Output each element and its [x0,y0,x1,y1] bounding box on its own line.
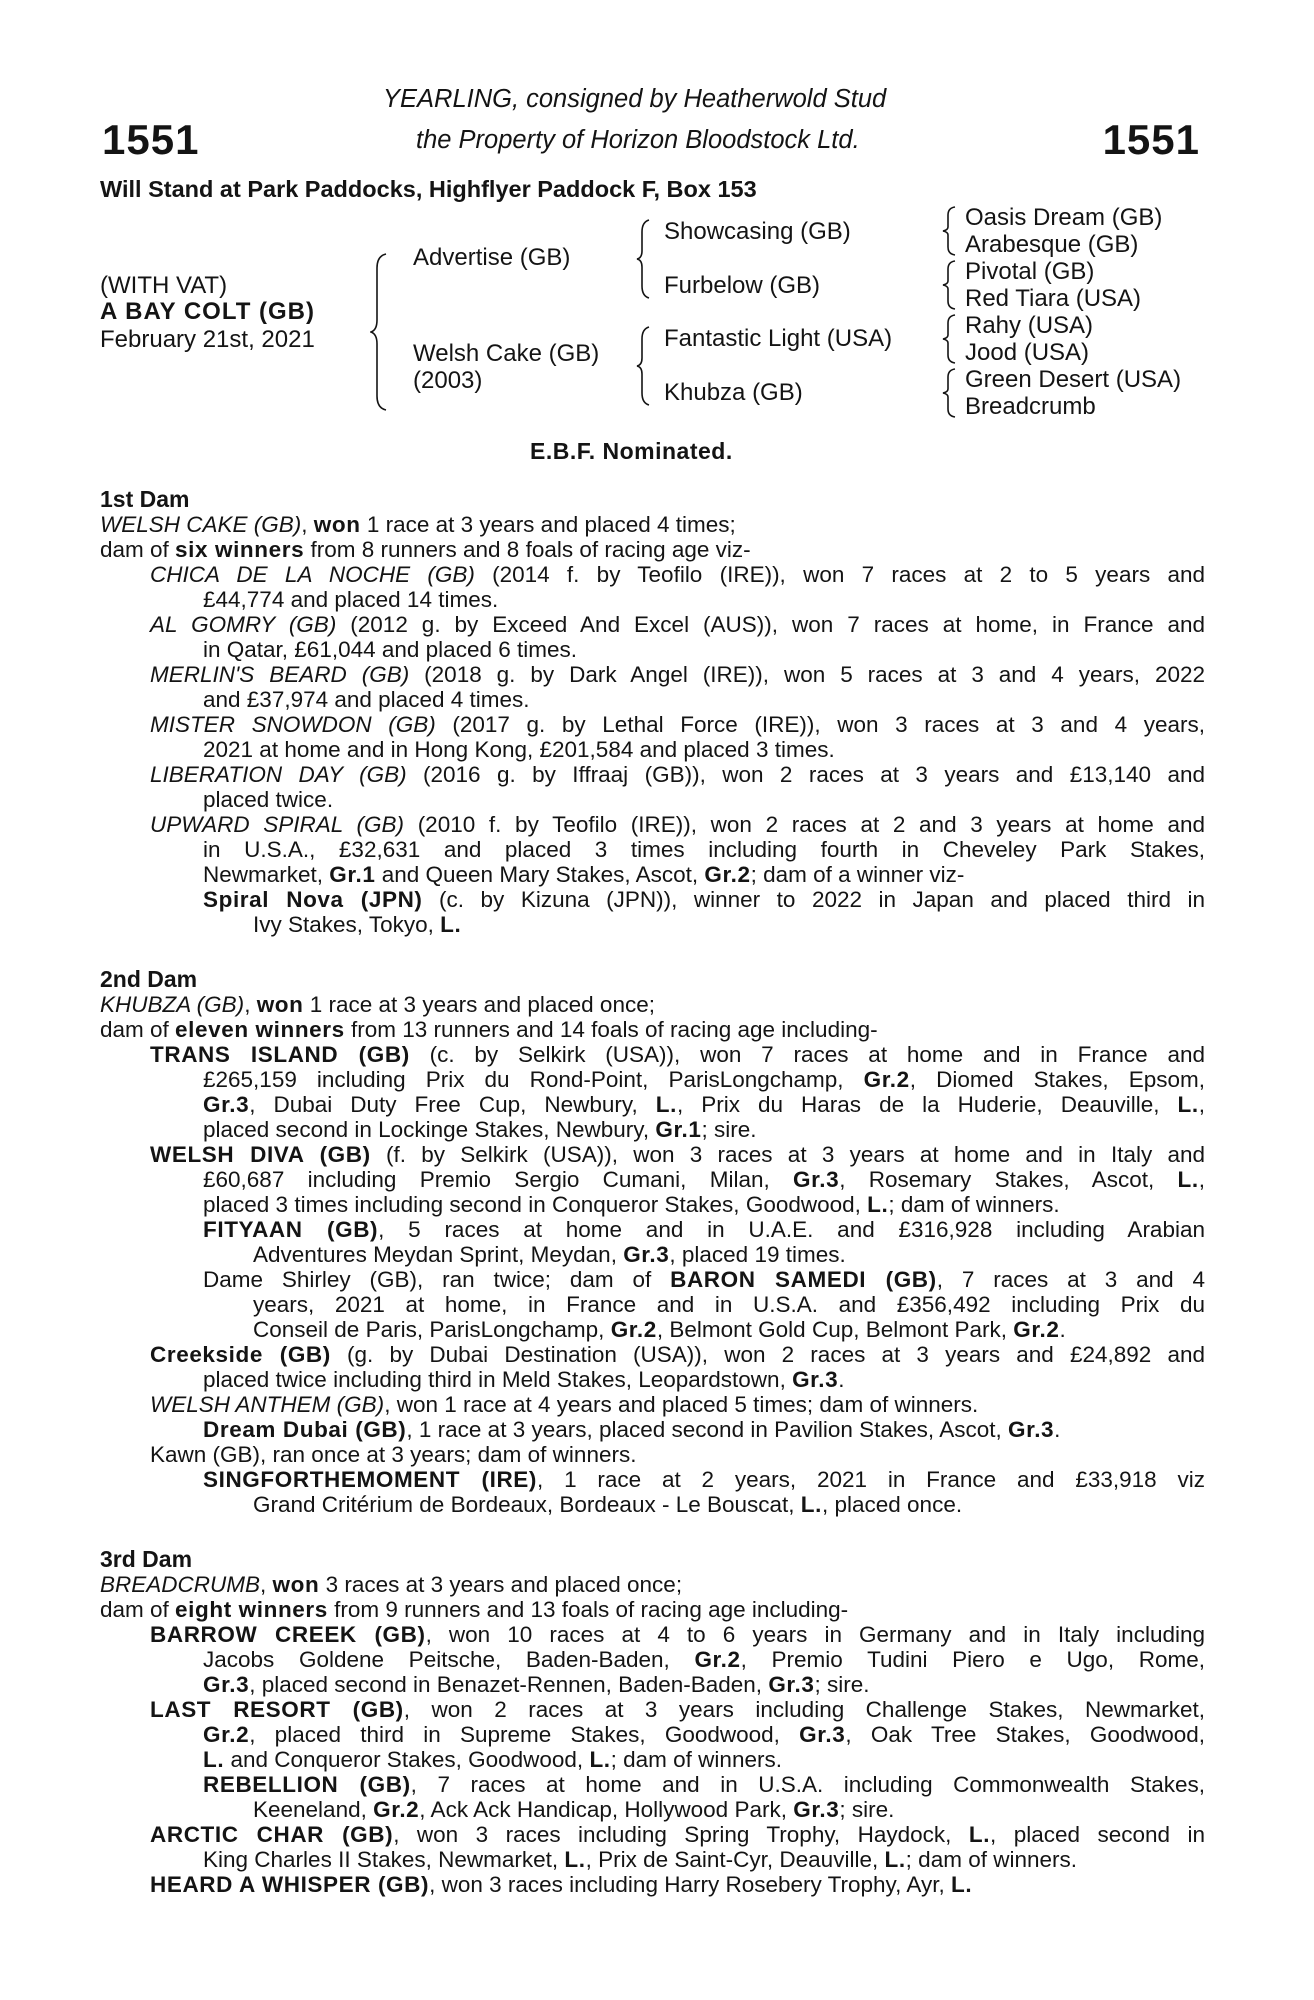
progeny-entry: BARROW CREEK (GB), won 10 races at 4 to 6 years in Germany and in Italy including [150,1622,1205,1647]
g-brace-3 [942,313,958,365]
progeny-entry-cont: £265,159 including Prix du Rond-Point, ParisLongchamp, Gr.2, Diomed Stakes, Epsom, [203,1067,1205,1092]
grand-progeny-entry: REBELLION (GB), 7 races at home and in U.S.A. including Commonwealth Stakes, [203,1772,1206,1797]
lot-number-right: 1551 [1102,116,1200,163]
grand-progeny-entry-cont: Grand Critérium de Bordeaux, Bordeaux - Le Bouscat, L., placed once. [253,1492,963,1517]
progeny-entry-cont: £44,774 and placed 14 times. [203,587,499,612]
gg-dam-3: Jood (USA) [965,339,1090,366]
progeny-entry: AL GOMRY (GB) (2012 g. by Exceed And Excel (AUS)), won 7 races at home, in France and [150,612,1205,637]
progeny-entry-cont: in U.S.A., £32,631 and placed 3 times including fourth in Cheveley Park Stakes, [203,837,1205,862]
progeny-entry-cont: £60,687 including Premio Sergio Cumani, Milan, Gr.3, Rosemary Stakes, Ascot, L., [203,1167,1205,1192]
g-brace-1 [942,205,958,257]
dam-dam: Khubza (GB) [664,379,803,406]
grand-progeny-entry-cont: Adventures Meydan Sprint, Meydan, Gr.3, placed 19 times. [253,1242,846,1267]
progeny-entry-cont: Gr.2, placed third in Supreme Stakes, Goodwood, Gr.3, Oak Tree Stakes, Goodwood, [203,1722,1205,1747]
third-dam-produce-summary: dam of eight winners from 9 runners and 13 foals of racing age including- [100,1597,849,1622]
progeny-entry-cont: and £37,974 and placed 4 times. [203,687,530,712]
progeny-entry-cont: 2021 at home and in Hong Kong, £201,584 and placed 3 times. [203,737,835,762]
progeny-entry-cont: L. and Conqueror Stakes, Goodwood, L.; dam of winners. [203,1747,782,1772]
property-line: the Property of Horizon Bloodstock Ltd. [416,126,860,154]
second-dam-produce-summary: dam of eleven winners from 13 runners and 14 foals of racing age including- [100,1017,878,1042]
progeny-entry: TRANS ISLAND (GB) (c. by Selkirk (USA)), won 7 races at home and in France and [150,1042,1205,1067]
first-dam-heading: 1st Dam [100,486,190,512]
progeny-entry: ARCTIC CHAR (GB), won 3 races including Spring Trophy, Haydock, L., placed second in [150,1822,1205,1847]
progeny-entry-cont: in Qatar, £61,044 and placed 6 times. [203,637,577,662]
grand-progeny-entry-cont: Conseil de Paris, ParisLongchamp, Gr.2, Belmont Gold Cup, Belmont Park, Gr.2. [253,1317,1066,1342]
grand-progeny-entry-cont: Keeneland, Gr.2, Ack Ack Handicap, Hollywood Park, Gr.3; sire. [253,1797,895,1822]
g-brace-2 [942,259,958,311]
grand-progeny-entry: Dream Dubai (GB), 1 race at 3 years, placed second in Pavilion Stakes, Ascot, Gr.3. [203,1417,1061,1442]
gg-dam-1: Arabesque (GB) [965,231,1139,258]
progeny-entry: HEARD A WHISPER (GB), won 3 races including Harry Rosebery Trophy, Ayr, L. [150,1872,973,1897]
dam: Welsh Cake (GB) [413,340,600,367]
progeny-entry-cont: placed second in Lockinge Stakes, Newbury, Gr.1; sire. [203,1117,757,1142]
progeny-entry-cont: King Charles II Stakes, Newmarket, L., Prix de Saint-Cyr, Deauville, L.; dam of winners. [203,1847,1077,1872]
sire-line-brace [636,218,652,300]
progeny-entry: Kawn (GB), ran once at 3 years; dam of winners. [150,1442,637,1467]
gg-dam-4: Breadcrumb [965,393,1096,420]
sire-dam: Furbelow (GB) [664,272,821,299]
progeny-entry: CHICA DE LA NOCHE (GB) (2014 f. by Teofilo (IRE)), won 7 races at 2 to 5 years and [150,562,1205,587]
progeny-entry: MISTER SNOWDON (GB) (2017 g. by Lethal Force (IRE)), won 3 races at 3 and 4 years, [150,712,1205,737]
third-dam-intro: BREADCRUMB, won 3 races at 3 years and placed once; [100,1572,683,1597]
progeny-entry: WELSH ANTHEM (GB), won 1 race at 4 years and placed 5 times; dam of winners. [150,1392,979,1417]
sire-sire: Showcasing (GB) [664,218,851,245]
grand-progeny-entry-cont: years, 2021 at home, in France and in U.S.A. and £356,492 including Prix du [253,1292,1205,1317]
progeny-entry-cont: Jacobs Goldene Peitsche, Baden-Baden, Gr.2, Premio Tudini Piero e Ugo, Rome, [203,1647,1206,1672]
ebf-note: E.B.F. Nominated. [530,438,733,464]
sire: Advertise (GB) [413,244,571,271]
second-dam-intro: KHUBZA (GB), won 1 race at 3 years and placed once; [100,992,655,1017]
dam-sire: Fantastic Light (USA) [664,325,893,352]
location-line: Will Stand at Park Paddocks, Highflyer Paddock F, Box 153 [100,176,757,202]
progeny-entry: LAST RESORT (GB), won 2 races at 3 years including Challenge Stakes, Newmarket, [150,1697,1206,1722]
grand-progeny-entry: Dame Shirley (GB), ran twice; dam of BARON SAMEDI (GB), 7 races at 3 and 4 [203,1267,1205,1292]
progeny-entry: Creekside (GB) (g. by Dubai Destination (USA)), won 2 races at 3 years and £24,892 and [150,1342,1205,1367]
grand-progeny-entry: FITYAAN (GB), 5 races at home and in U.A.E. and £316,928 including Arabian [203,1217,1205,1242]
second-dam-heading: 2nd Dam [100,966,198,992]
gg-sire-4: Green Desert (USA) [965,366,1182,393]
progeny-entry: LIBERATION DAY (GB) (2016 g. by Iffraaj (GB)), won 2 races at 3 years and £13,140 and [150,762,1205,787]
gg-sire-2: Pivotal (GB) [965,258,1095,285]
vat-label: (WITH VAT) [100,272,228,299]
third-dam-heading: 3rd Dam [100,1546,193,1572]
horse-name: A BAY COLT (GB) [100,298,316,325]
first-dam-intro: WELSH CAKE (GB), won 1 race at 3 years and placed 4 times; [100,512,736,537]
consignor-line: YEARLING, consigned by Heatherwold Stud [383,85,887,113]
progeny-entry-cont: placed twice including third in Meld Stakes, Leopardstown, Gr.3. [203,1367,845,1392]
progeny-entry-cont: placed 3 times including second in Conqueror Stakes, Goodwood, L.; dam of winners. [203,1192,1060,1217]
grand-progeny-entry: SINGFORTHEMOMENT (IRE), 1 race at 2 years, 2021 in France and £33,918 viz [203,1467,1205,1492]
progeny-entry-cont: Newmarket, Gr.1 and Queen Mary Stakes, Ascot, Gr.2; dam of a winner viz- [203,862,965,887]
grand-progeny-entry: Spiral Nova (JPN) (c. by Kizuna (JPN)), winner to 2022 in Japan and placed third in [203,887,1205,912]
grand-progeny-entry-cont: Ivy Stakes, Tokyo, L. [253,912,462,937]
gg-sire-1: Oasis Dream (GB) [965,204,1163,231]
foaling-date: February 21st, 2021 [100,326,315,353]
dam-year: (2003) [413,367,483,394]
gg-dam-2: Red Tiara (USA) [965,285,1142,312]
progeny-entry-cont: placed twice. [203,787,334,812]
sire-dam-brace [370,252,390,412]
progeny-entry: WELSH DIVA (GB) (f. by Selkirk (USA)), won 3 races at 3 years at home and in Italy and [150,1142,1205,1167]
gg-sire-3: Rahy (USA) [965,312,1094,339]
progeny-entry-cont: Gr.3, placed second in Benazet-Rennen, Baden-Baden, Gr.3; sire. [203,1672,870,1697]
progeny-entry: UPWARD SPIRAL (GB) (2010 f. by Teofilo (IRE)), won 2 races at 2 and 3 years at home and [150,812,1205,837]
g-brace-4 [942,367,958,419]
first-dam-produce-summary: dam of six winners from 8 runners and 8 foals of racing age viz- [100,537,751,562]
progeny-entry-cont: Gr.3, Dubai Duty Free Cup, Newbury, L., Prix du Haras de la Huderie, Deauville, L., [203,1092,1205,1117]
dam-line-brace [636,325,652,407]
lot-number-left: 1551 [102,116,200,163]
progeny-entry: MERLIN'S BEARD (GB) (2018 g. by Dark Angel (IRE)), won 5 races at 3 and 4 years, 2022 [150,662,1205,687]
